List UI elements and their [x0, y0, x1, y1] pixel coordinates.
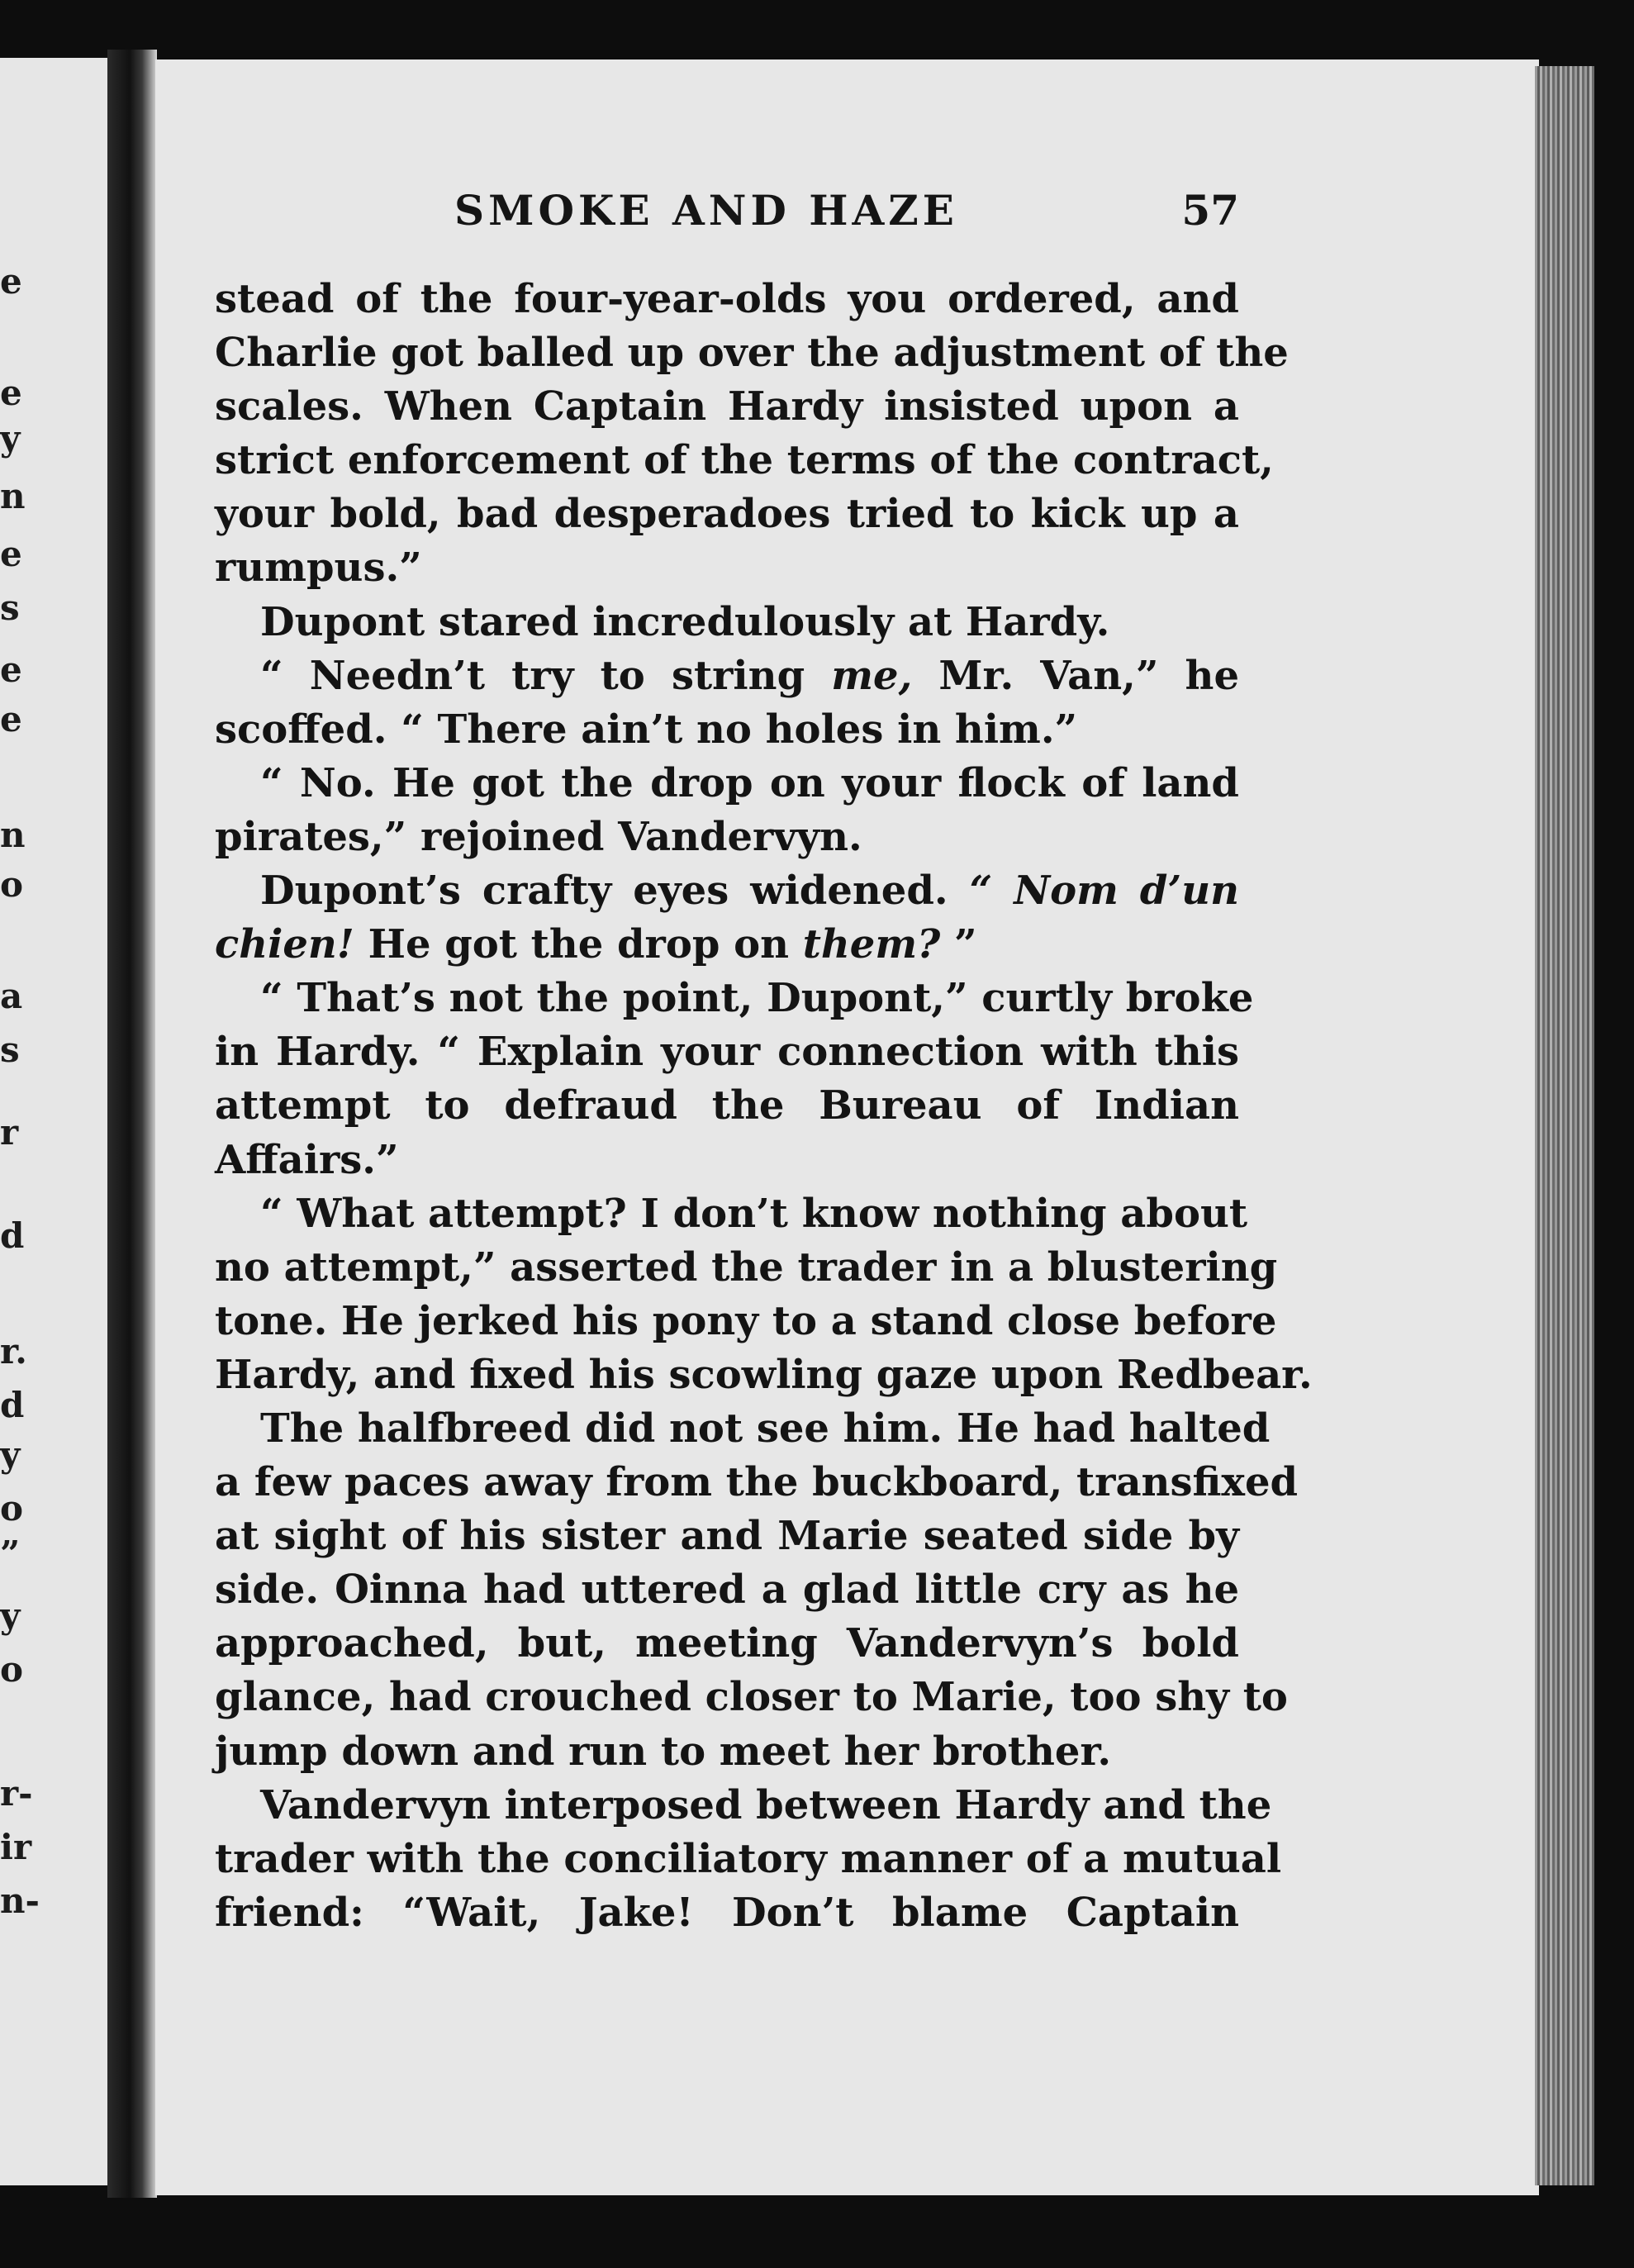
book-gutter	[107, 50, 157, 2198]
facing-page-fragment: o	[0, 1649, 24, 1690]
text-line: friend: “Wait, Jake! Don’t blame Captain	[215, 1889, 1239, 1936]
facing-page-fragment: y	[0, 418, 21, 459]
text-line: Hardy, and fixed his scowling gaze upon Redbear.	[215, 1351, 1313, 1398]
page-number: 57	[1181, 186, 1239, 235]
text-line: glance, had crouched closer to Marie, too shy to	[215, 1674, 1288, 1721]
italic-run: them?	[802, 921, 941, 968]
text-line: “ That’s not the point, Dupont,” curtly broke	[260, 975, 1254, 1022]
text-line: your bold, bad desperadoes tried to kick up a	[215, 491, 1239, 538]
text-line: Affairs.”	[215, 1136, 399, 1183]
facing-page-fragment: e	[0, 261, 22, 302]
text-line: strict enforcement of the terms of the contract,	[215, 437, 1274, 484]
text-line: in Hardy. “ Explain your connection with this	[215, 1029, 1239, 1076]
facing-page-fragment: d	[0, 1385, 25, 1425]
italic-run: chien!	[215, 921, 354, 968]
facing-page-fragment: ”	[0, 1533, 21, 1574]
text-line: Charlie got balled up over the adjustment of the	[215, 330, 1289, 377]
facing-page-fragment: ir	[0, 1827, 32, 1867]
facing-page-fragment: y	[0, 1595, 21, 1636]
text-line: The halfbreed did not see him. He had halted	[260, 1405, 1271, 1452]
text-run: ”	[940, 921, 977, 968]
text-run: “ Needn’t try to string	[260, 652, 832, 699]
page-stack-edge	[1535, 66, 1594, 2185]
text-line: pirates,” rejoined Vandervyn.	[215, 813, 862, 860]
text-line: jump down and run to meet her brother.	[215, 1728, 1112, 1775]
text-run: Dupont’s crafty eyes widened.	[260, 868, 970, 915]
text-line: rumpus.”	[215, 544, 422, 592]
running-title: SMOKE AND HAZE	[454, 186, 958, 235]
text-line: side. Oinna had uttered a glad little cry as he	[215, 1567, 1239, 1614]
italic-run: “ Nom d’un	[969, 868, 1239, 915]
text-line: Dupont stared incredulously at Hardy.	[260, 598, 1110, 645]
text-line: scales. When Captain Hardy insisted upon a	[215, 383, 1239, 430]
facing-page-fragment: s	[0, 1029, 20, 1070]
facing-page-fragment: s	[0, 587, 20, 628]
facing-page-fragment: e	[0, 373, 22, 413]
facing-page-fragment: e	[0, 649, 22, 690]
text-line: attempt to defraud the Bureau of Indian	[215, 1082, 1239, 1129]
facing-page-fragment: d	[0, 1215, 25, 1256]
facing-page-fragment: o	[0, 1488, 24, 1529]
text-line: no attempt,” asserted the trader in a blustering	[215, 1243, 1278, 1291]
text-line: trader with the conciliatory manner of a mutual	[215, 1835, 1282, 1882]
text-run: He got the drop on	[354, 921, 803, 968]
facing-page-fragment: r.	[0, 1331, 27, 1372]
text-line: “ No. He got the drop on your flock of land	[260, 759, 1239, 806]
facing-page-edge	[0, 58, 114, 2185]
facing-page-fragment: e	[0, 699, 22, 739]
facing-page-fragment: o	[0, 864, 24, 905]
text-line: “ What attempt? I don’t know nothing about	[260, 1190, 1248, 1237]
facing-page-fragment: r-	[0, 1773, 33, 1814]
facing-page-fragment: y	[0, 1434, 21, 1475]
running-header	[215, 186, 1239, 244]
text-line: tone. He jerked his pony to a stand close before	[215, 1297, 1277, 1344]
text-run: Mr. Van,” he	[912, 652, 1239, 699]
text-line: stead of the four-year-olds you ordered, and	[215, 276, 1239, 322]
text-line: at sight of his sister and Marie seated side by	[215, 1513, 1239, 1560]
facing-page-fragment: a	[0, 976, 23, 1016]
text-line	[215, 649, 1239, 703]
text-line: a few paces away from the buckboard, transfixed	[215, 1459, 1299, 1506]
text-line: Vandervyn interposed between Hardy and the	[260, 1781, 1272, 1828]
facing-page-fragment: r	[0, 1112, 19, 1153]
text-line	[215, 864, 1239, 918]
text-line: scoffed. “ There ain’t no holes in him.”	[215, 706, 1078, 753]
facing-page-fragment: n	[0, 476, 26, 516]
text-line: approached, but, meeting Vandervyn’s bold	[215, 1620, 1239, 1667]
italic-run: me,	[831, 652, 913, 699]
facing-page-fragment: n	[0, 815, 26, 855]
facing-page-fragment: n-	[0, 1880, 40, 1921]
facing-page-fragment: e	[0, 534, 22, 574]
body-text	[215, 273, 1313, 1940]
text-line	[215, 918, 1239, 972]
